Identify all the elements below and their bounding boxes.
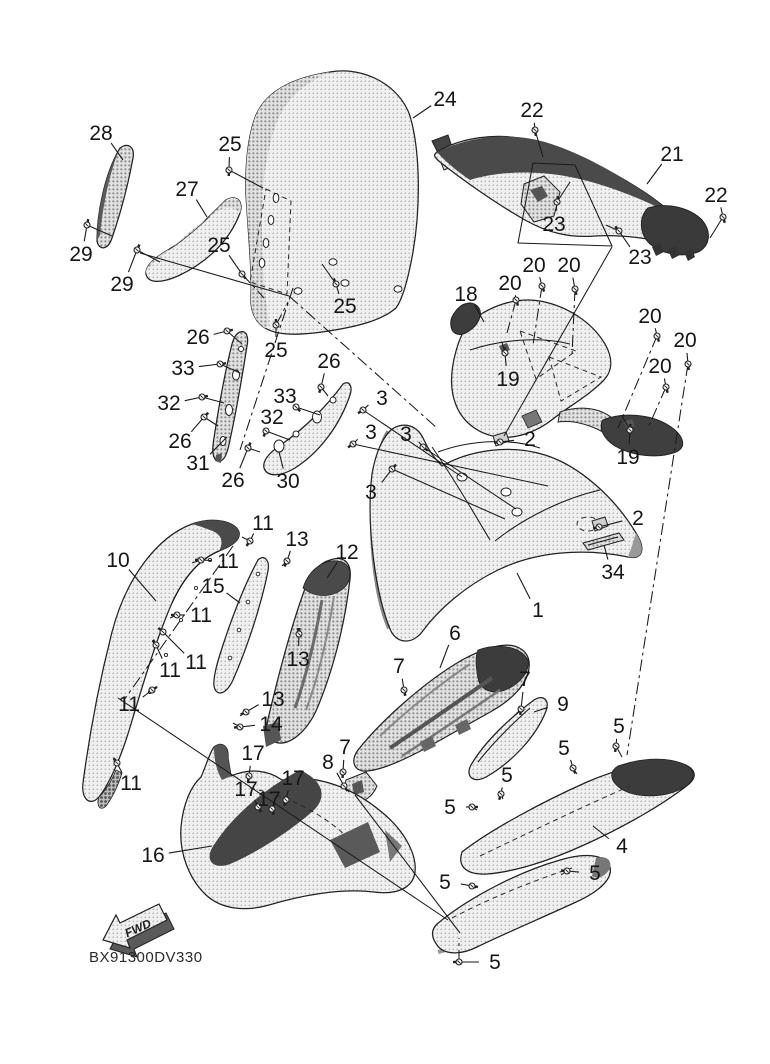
callout-number: 20 bbox=[498, 272, 522, 295]
callout-number: 5 bbox=[613, 715, 625, 738]
callout-11 bbox=[170, 604, 212, 627]
callout-number: 20 bbox=[557, 254, 581, 277]
callout-number: 25 bbox=[264, 339, 288, 362]
callout-number: 5 bbox=[439, 871, 451, 894]
callout-number: 29 bbox=[69, 243, 93, 266]
callout-number: 33 bbox=[171, 357, 195, 380]
callout-26 bbox=[317, 350, 340, 396]
callout-number: 31 bbox=[186, 452, 210, 475]
screw-icon bbox=[685, 361, 691, 370]
screw-icon bbox=[401, 687, 407, 696]
fwd-arrow-label: FWD bbox=[122, 916, 154, 941]
callout-14 bbox=[233, 713, 283, 736]
part-trim-strip-left bbox=[97, 145, 133, 247]
callout-5 bbox=[613, 715, 625, 757]
callout-number: 7 bbox=[339, 736, 351, 759]
callout-number: 1 bbox=[532, 599, 544, 622]
callout-number: 17 bbox=[281, 767, 305, 790]
callout-7 bbox=[393, 655, 407, 696]
screw-icon bbox=[340, 769, 346, 778]
callout-number: 30 bbox=[276, 470, 300, 493]
callout-number: 8 bbox=[322, 751, 334, 774]
callout-number: 11 bbox=[159, 659, 181, 682]
callout-number: 14 bbox=[259, 713, 283, 736]
callout-number: 22 bbox=[520, 99, 544, 122]
callout-number: 19 bbox=[496, 368, 520, 391]
callout-15 bbox=[201, 575, 240, 603]
callout-32 bbox=[157, 392, 224, 415]
callout-number: 33 bbox=[273, 385, 297, 408]
callout-number: 25 bbox=[333, 295, 357, 318]
callout-number: 17 bbox=[241, 742, 265, 765]
callout-number: 11 bbox=[120, 772, 142, 795]
callout-number: 19 bbox=[616, 446, 640, 469]
callout-number: 6 bbox=[449, 622, 461, 645]
callout-number: 32 bbox=[157, 392, 181, 415]
callout-number: 17 bbox=[234, 778, 258, 801]
callout-5 bbox=[439, 871, 478, 894]
callout-number: 11 bbox=[217, 550, 239, 573]
part-windshield bbox=[246, 71, 419, 334]
callout-5 bbox=[498, 764, 513, 800]
screw-icon bbox=[469, 804, 478, 810]
callout-number: 24 bbox=[433, 88, 457, 111]
callout-number: 23 bbox=[542, 213, 566, 236]
screw-icon bbox=[245, 443, 251, 451]
callout-number: 7 bbox=[393, 655, 405, 678]
screw-icon bbox=[263, 428, 269, 437]
screw-icon bbox=[134, 245, 140, 253]
callout-number: 26 bbox=[317, 350, 341, 373]
callout-number: 22 bbox=[704, 184, 728, 207]
callout-number: 26 bbox=[221, 469, 245, 492]
callout-number: 12 bbox=[335, 541, 359, 564]
callout-number: 27 bbox=[175, 178, 199, 201]
callout-number: 11 bbox=[190, 604, 212, 627]
screw-icon bbox=[318, 384, 324, 393]
part-front-cowl bbox=[370, 425, 642, 641]
screw-icon bbox=[84, 219, 90, 228]
callout-number: 5 bbox=[558, 737, 570, 760]
callout-number: 34 bbox=[601, 561, 625, 584]
callout-number: 10 bbox=[106, 549, 130, 572]
callout-5 bbox=[558, 737, 577, 774]
callout-number: 3 bbox=[376, 387, 388, 410]
screw-icon bbox=[348, 441, 356, 447]
screw-icon bbox=[199, 394, 208, 400]
screw-icon bbox=[246, 538, 253, 546]
screw-icon bbox=[149, 687, 157, 693]
callout-number: 11 bbox=[185, 651, 207, 674]
callout-number: 26 bbox=[186, 326, 210, 349]
callout-number: 26 bbox=[168, 430, 192, 453]
screw-icon bbox=[226, 167, 232, 176]
callout-number: 29 bbox=[110, 273, 134, 296]
callout-number: 20 bbox=[522, 254, 546, 277]
callout-number: 13 bbox=[286, 648, 310, 671]
callout-number: 3 bbox=[365, 421, 377, 444]
callout-7 bbox=[339, 736, 351, 778]
screw-icon bbox=[224, 328, 233, 334]
screw-icon bbox=[284, 558, 290, 566]
callout-number: 13 bbox=[261, 688, 285, 711]
screw-icon bbox=[239, 271, 246, 279]
callout-number: 5 bbox=[444, 796, 456, 819]
callout-11 bbox=[242, 512, 274, 546]
callout-number: 3 bbox=[400, 423, 412, 446]
callout-20 bbox=[648, 355, 672, 428]
callout-number: 32 bbox=[260, 406, 284, 429]
callout-number: 28 bbox=[89, 122, 113, 145]
callout-26 bbox=[168, 413, 218, 453]
callout-13 bbox=[282, 528, 309, 566]
callout-27 bbox=[175, 178, 207, 217]
callout-number: 11 bbox=[252, 512, 274, 535]
callout-number: 3 bbox=[365, 481, 377, 504]
callout-6 bbox=[440, 622, 461, 668]
callout-5 bbox=[444, 796, 478, 819]
callout-1 bbox=[517, 573, 544, 622]
screw-icon bbox=[720, 214, 726, 223]
screw-icon bbox=[532, 127, 538, 136]
callout-number: 21 bbox=[660, 143, 684, 166]
callout-number: 5 bbox=[489, 951, 501, 974]
callout-number: 16 bbox=[141, 844, 165, 867]
screw-icon bbox=[453, 959, 462, 965]
callout-number: 20 bbox=[638, 305, 662, 328]
diagram-code: BX91300DV330 bbox=[89, 949, 203, 966]
callout-24 bbox=[413, 88, 457, 118]
screw-icon bbox=[572, 286, 578, 295]
callout-21 bbox=[647, 143, 684, 184]
callout-number: 13 bbox=[285, 528, 309, 551]
screw-icon bbox=[358, 407, 366, 413]
callout-17 bbox=[257, 788, 280, 815]
callout-32 bbox=[260, 406, 290, 440]
screw-icon bbox=[469, 883, 478, 889]
callout-number: 20 bbox=[648, 355, 672, 378]
screw-icon bbox=[241, 709, 249, 715]
callout-number: 25 bbox=[218, 133, 242, 156]
callout-number: 25 bbox=[207, 234, 231, 257]
callout-number: 7 bbox=[519, 668, 531, 691]
callout-number: 18 bbox=[454, 283, 478, 306]
callout-number: 2 bbox=[524, 428, 536, 451]
callout-number: 9 bbox=[557, 693, 569, 716]
screw-icon bbox=[539, 283, 545, 292]
callout-number: 2 bbox=[632, 507, 644, 530]
callout-number: 5 bbox=[589, 862, 601, 885]
callout-number: 5 bbox=[501, 764, 513, 787]
callout-number: 17 bbox=[257, 788, 281, 811]
callout-number: 15 bbox=[201, 575, 225, 598]
callout-number: 23 bbox=[628, 246, 652, 269]
callout-number: 20 bbox=[673, 329, 697, 352]
screw-icon bbox=[570, 765, 576, 773]
callout-number: 4 bbox=[616, 835, 628, 858]
callout-number: 11 bbox=[118, 693, 140, 716]
